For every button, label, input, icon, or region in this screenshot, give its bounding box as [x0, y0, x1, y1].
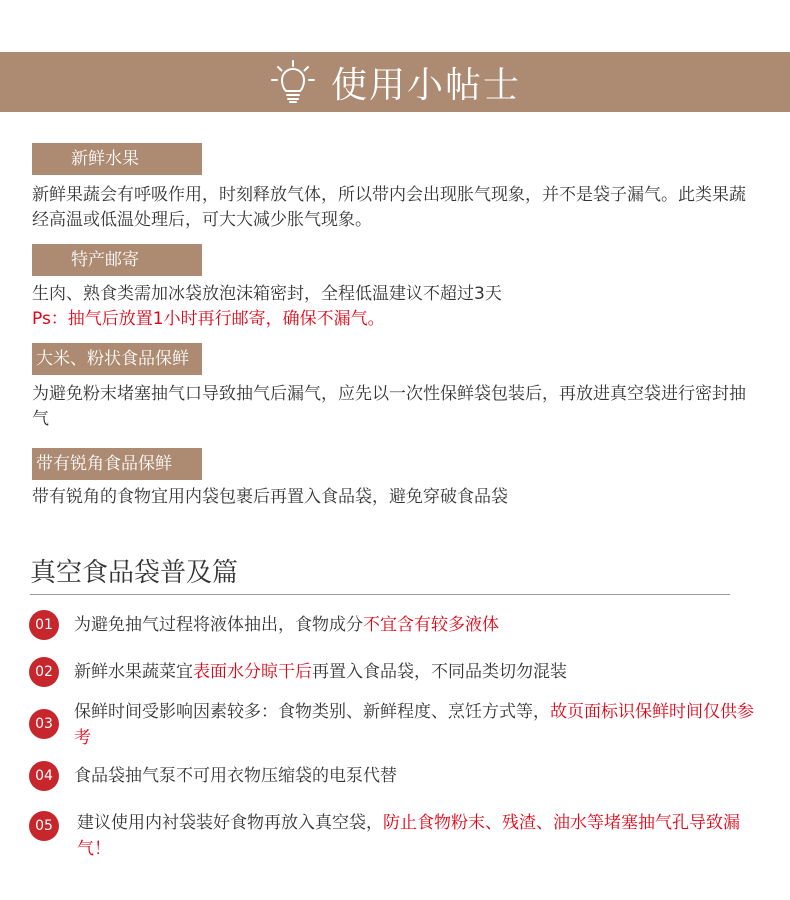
- tip-text-fresh-fruit: 新鲜果蔬会有呼吸作用，时刻释放气体，所以带内会出现胀气现象，并不是袋子漏气。此类果蔬经高温或低温处理后，可大大减少胀气现象。: [32, 185, 746, 230]
- item-number-badge: 02: [29, 657, 59, 687]
- banner-title: 使用小帖士: [330, 64, 521, 106]
- tip-label-rice-powder: 大米、粉状食品保鲜: [32, 343, 202, 375]
- item-number-badge: 05: [29, 811, 59, 841]
- list-item: [74, 763, 764, 789]
- tip-text-rice-powder: 为避免粉末堵塞抽气口导致抽气后漏气，应先以一次性保鲜袋包装后，再放进真空袋进行密封抽气: [32, 384, 746, 429]
- item-text: 新鲜水果蔬菜宜: [74, 662, 193, 682]
- section-title: 真空食品袋普及篇: [30, 558, 239, 588]
- item-highlight: 防止食物粉末、残渣、油水等堵塞抽气孔导致漏气！: [77, 813, 740, 859]
- item-highlight: 表面水分晾干后: [193, 662, 312, 682]
- tip-label-sharp-food: 带有锐角食品保鲜: [32, 448, 202, 480]
- item-text: 食品袋抽气泵不可用衣物压缩袋的电泵代替: [74, 766, 397, 786]
- item-text: 保鲜时间受影响因素较多：食物类别、新鲜程度、烹饪方式等，: [74, 702, 550, 722]
- item-number-badge: 03: [29, 709, 59, 739]
- tip-text-sharp-food: 带有锐角的食物宜用内袋包裹后再置入食品袋，避免穿破食品袋: [32, 487, 508, 507]
- list-item: [74, 659, 764, 685]
- tip-note-specialty-mail: Ps：抽气后放置1小时再行邮寄，确保不漏气。: [32, 309, 385, 329]
- item-number-badge: 01: [29, 610, 59, 640]
- section-divider: [30, 594, 730, 595]
- lightbulb-icon: [269, 58, 317, 106]
- tip-label-fresh-fruit: 新鲜水果: [32, 143, 202, 175]
- item-number-badge: 04: [29, 761, 59, 791]
- list-item: [74, 699, 764, 751]
- item-text: 建议使用内衬袋装好食物再放入真空袋，: [77, 813, 383, 833]
- tip-text-specialty-mail: 生肉、熟食类需加冰袋放泡沫箱密封，全程低温建议不超过3天: [32, 284, 502, 304]
- item-text-after: 再置入食品袋，不同品类切勿混装: [312, 662, 567, 682]
- item-highlight: 故页面标识保鲜时间仅供参考: [74, 702, 754, 748]
- item-text: 为避免抽气过程将液体抽出，食物成分: [74, 615, 363, 635]
- header-banner: [0, 52, 790, 112]
- item-highlight: 不宜含有较多液体: [363, 615, 499, 635]
- tip-label-specialty-mail: 特产邮寄: [32, 244, 202, 276]
- list-item: [74, 612, 764, 638]
- list-item: [77, 810, 763, 862]
